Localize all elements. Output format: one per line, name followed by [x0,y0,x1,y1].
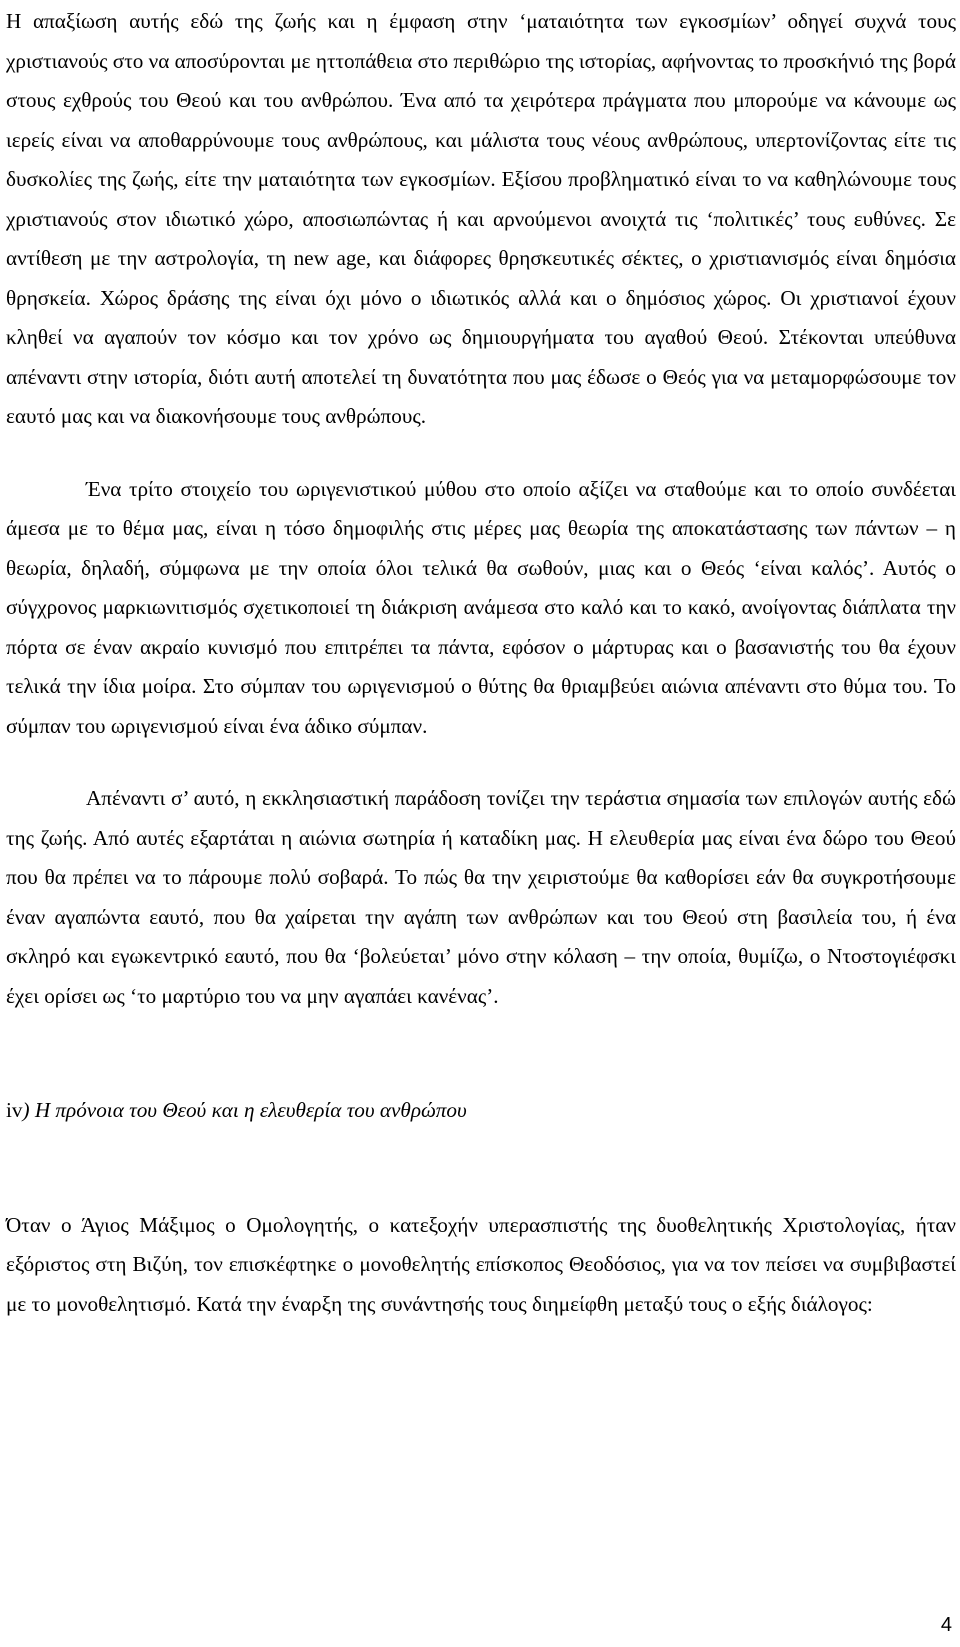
paragraph-4: Όταν ο Άγιος Μάξιμος ο Ομολογητής, ο κατεξοχήν υπερασπιστής της δυοθελητικής Χριστολογίας, ήταν εξόριστος στη Βιζύη, τον επισκέφτηκε ο μονοθελητής επίσκοπος Θεοδόσιος, για να τον πείσει να συμβιβαστεί με το μονοθελητισμό. Κατά την έναρξη της συνάντησής τους διημείφθη μεταξύ τους ο εξής διάλογος: [6,1212,956,1316]
section-heading-title: ) Η πρόνοια του Θεού και η ελευθερία του ανθρώπου [22,1098,467,1122]
document-page [6,0,956,1324]
paragraph-1: Η απαξίωση αυτής εδώ της ζωής και η έμφαση στην ‘ματαιότητα των εγκοσμίων’ οδηγεί συχνά τους χριστιανούς στο να αποσύρονται με ηττοπάθεια στο περιθώριο της ιστορίας, αφήνοντας το προσκήνιό της βορά στους εχθρούς του Θεού και του ανθρώπου. Ένα από τα χειρότερα πράγματα που μπορούμε να κάνουμε ως ιερείς είναι να αποθαρρύνουμε τους ανθρώπους, και μάλιστα τους νέους ανθρώπους, υπερτονίζοντας είτε τις δυσκολίες της ζωής, είτε την ματαιότητα των εγκοσμίων. Εξίσου προβληματικό είναι το να καθηλώνουμε τους χριστιανούς στον ιδιωτικό χώρο, αποσιωπώντας ή και αρνούμενοι ανοιχτά τις ‘πολιτικές’ τους ευθύνες. Σε αντίθεση με την αστρολογία, τη new age, και διάφορες θρησκευτικές σέκτες, ο χριστιανισμός είναι δημόσια θρησκεία. Χώρος δράσης της είναι όχι μόνο ο ιδιωτικός αλλά και ο δημόσιος χώρος. Οι χριστιανοί έχουν κληθεί να αγαπούν τον κόσμο και τον χρόνο ως δημιουργήματα του αγαθού Θεού. Στέκονται υπεύθυνα απέναντι στην ιστορία, διότι αυτή αποτελεί τη δυνατότητα που μας έδωσε ο Θεός για να μεταμορφώσουμε τον εαυτό μας και να διακονήσουμε τους ανθρώπους. [6,9,956,428]
page-number: 4 [940,1614,952,1636]
section-heading [6,1091,956,1131]
section-heading-numeral: iv [6,1098,23,1122]
paragraph-2: Ένα τρίτο στοιχείο του ωριγενιστικού μύθου στο οποίο αξίζει να σταθούμε και το οποίο συνδέεται άμεσα με το θέμα μας, είναι η τόσο δημοφιλής στις μέρες μας θεωρία της αποκατάστασης των πάντων – η θεωρία, δηλαδή, σύμφωνα με την οποία όλοι τελικά θα σωθούν, μιας και ο Θεός ‘είναι καλός’. Αυτός ο σύγχρονος μαρκιωνιτισμός σχετικοποιεί τη διάκριση ανάμεσα στο καλό και το κακό, ανοίγοντας διάπλατα την πόρτα σε έναν ακραίο κυνισμό που επιτρέπει τα πάντα, εφόσον ο μάρτυρας και ο βασανιστής του θα έχουν τελικά την ίδια μοίρα. Στο σύμπαν του ωριγενισμού ο θύτης θα θριαμβεύει αιώνια απέναντι στο θύμα του. Το σύμπαν του ωριγενισμού είναι ένα άδικο σύμπαν. [6,476,956,738]
paragraph-3: Απέναντι σ’ αυτό, η εκκλησιαστική παράδοση τονίζει την τεράστια σημασία των επιλογών αυτής εδώ της ζωής. Από αυτές εξαρτάται η αιώνια σωτηρία ή καταδίκη μας. Η ελευθερία μας είναι ένα δώρο του Θεού που θα πρέπει να το πάρουμε πολύ σοβαρά. Το πώς θα την χειριστούμε θα καθορίσει εάν θα συγκροτήσουμε έναν αγαπώντα εαυτό, που θα χαίρεται την αγάπη των ανθρώπων και του Θεού στη βασιλεία του, ή ένα σκληρό και εγωκεντρικό εαυτό, που θα ‘βολεύεται’ μόνο στην κόλαση – την οποία, θυμίζω, ο Ντοστογιέφσκι έχει ορίσει ως ‘το μαρτύριο του να μην αγαπάει κανένας’. [6,786,956,1008]
